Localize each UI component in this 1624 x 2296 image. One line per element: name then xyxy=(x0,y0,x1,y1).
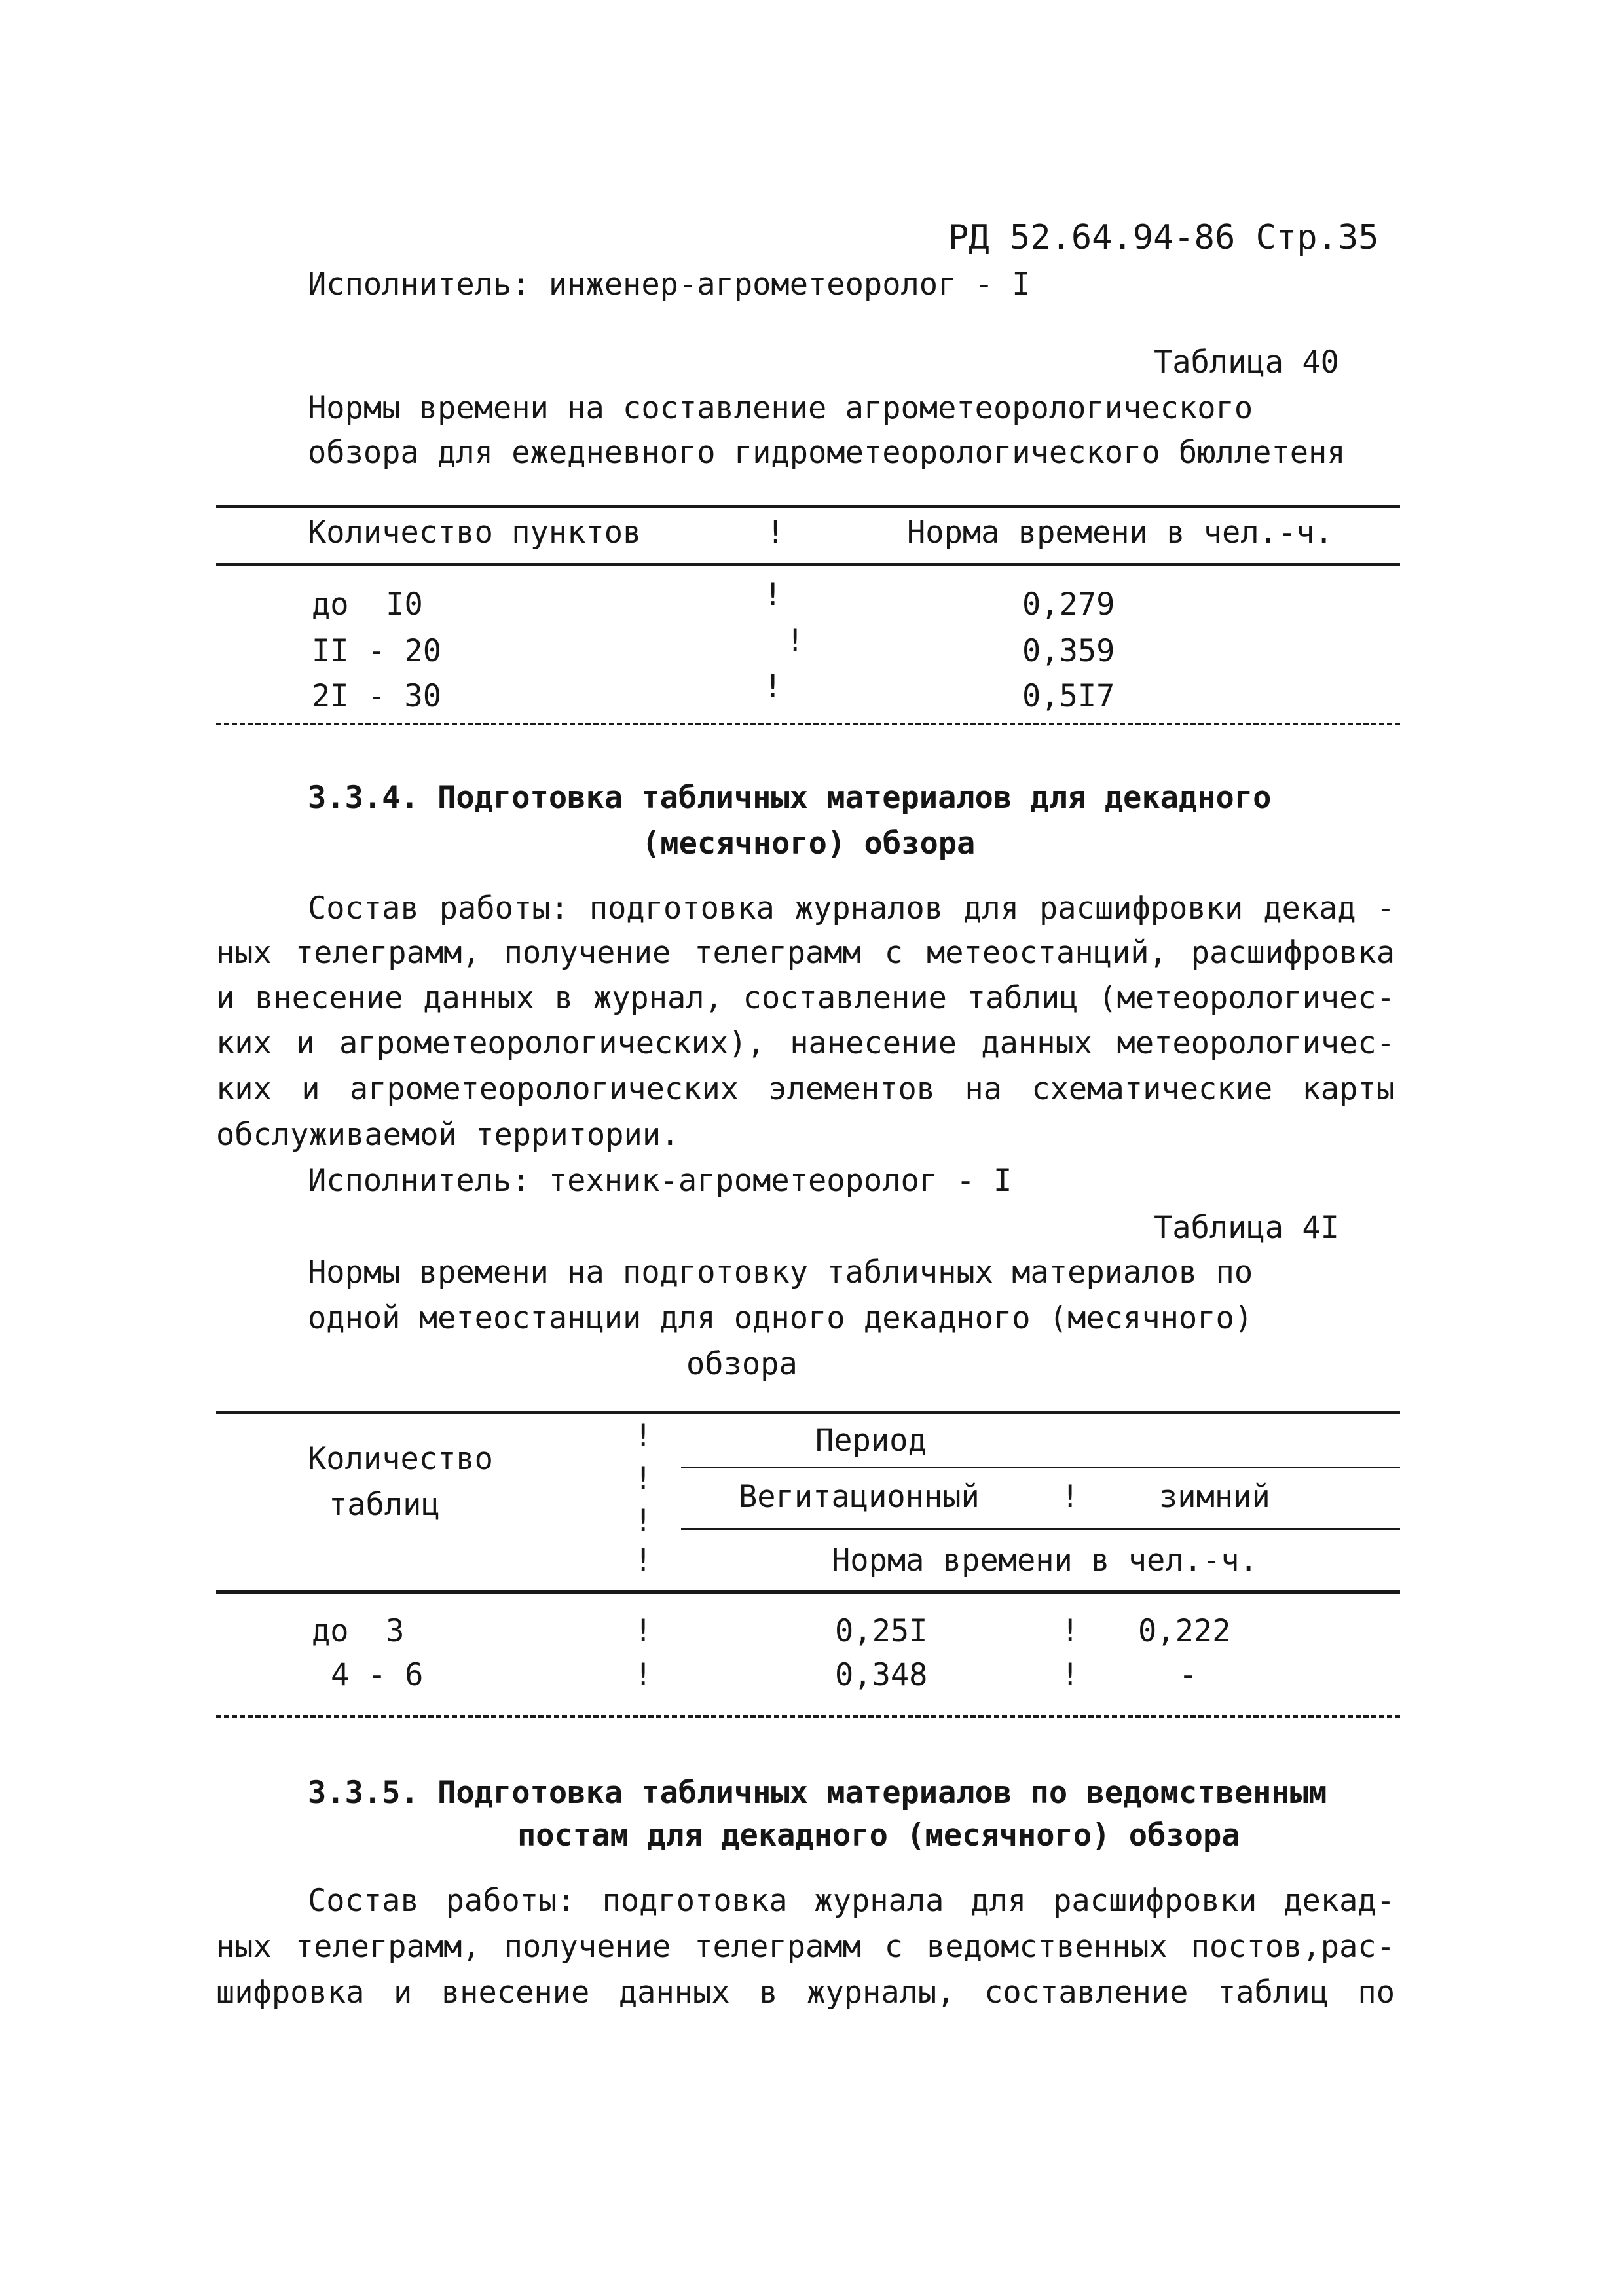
section-3-3-4-body-line-1: Состав работы: подготовка журналов для расшифровки декад - xyxy=(308,890,1395,926)
table-41-title-line-2: одной метеостанции для одного декадного (месячного) xyxy=(308,1300,1253,1336)
table-41-winter-value: 0,222 xyxy=(1138,1613,1231,1649)
executor-line-2: Исполнитель: техник-агрометеоролог - I xyxy=(308,1163,1012,1199)
table-41-title-line-1: Нормы времени на подготовку табличных материалов по xyxy=(308,1254,1253,1290)
table-41-header-norm: Норма времени в чел.-ч. xyxy=(832,1542,1258,1578)
table-40-header-separator: ! xyxy=(766,515,785,551)
table-41-vegetation-value: 0,25I xyxy=(835,1613,928,1649)
table-41-header-quantity-line-2: таблиц xyxy=(329,1487,440,1523)
table-40-bottom-rule xyxy=(216,723,1400,725)
executor-line: Исполнитель: инженер-агрометеоролог - I xyxy=(308,266,1031,302)
table-41-range: до 3 xyxy=(312,1613,405,1649)
table-41-winter-value: - xyxy=(1179,1657,1198,1693)
table-40-range: 2I - 30 xyxy=(312,678,442,714)
table-40-label: Таблица 40 xyxy=(1154,344,1339,380)
table-40-header-norm: Норма времени в чел.-ч. xyxy=(907,515,1333,551)
table-40-header-quantity: Количество пунктов xyxy=(308,515,642,551)
section-3-3-4-heading-line-2: (месячного) обзора xyxy=(642,826,976,862)
section-3-3-4-body-line-6: обслуживаемой территории. xyxy=(216,1117,680,1153)
table-41-row-separator: ! xyxy=(1061,1657,1080,1693)
table-41-header-separator: ! xyxy=(634,1503,653,1539)
table-40-range: II - 20 xyxy=(312,633,442,669)
table-41-label: Таблица 4I xyxy=(1154,1210,1339,1246)
table-40-title-line-2: обзора для ежедневного гидрометеорологического бюллетеня xyxy=(308,435,1346,471)
table-40-value: 0,5I7 xyxy=(1022,678,1115,714)
table-41-bottom-rule xyxy=(216,1715,1400,1718)
section-3-3-4-heading-line-1: 3.3.4. Подготовка табличных материалов для декадного xyxy=(308,780,1272,816)
table-40-top-rule xyxy=(216,505,1400,508)
table-40-value: 0,279 xyxy=(1022,587,1115,623)
table-41-header-quantity-line-1: Количество xyxy=(308,1441,493,1477)
section-3-3-5-body-line-2: ных телеграмм, получение телеграмм с ведомственных постов,рас- xyxy=(216,1929,1395,1965)
table-41-title-line-3: обзора xyxy=(686,1346,798,1382)
table-41-header-separator: ! xyxy=(634,1418,653,1454)
table-41-header-winter: зимний xyxy=(1159,1479,1270,1515)
section-3-3-5-body-line-3: шифровка и внесение данных в журналы, составление таблиц по xyxy=(216,1975,1395,2011)
section-3-3-5-body-line-1: Состав работы: подготовка журнала для расшифровки декад- xyxy=(308,1883,1395,1919)
table-40-value: 0,359 xyxy=(1022,633,1115,669)
section-3-3-4-body-line-4: ких и агрометеорологических), нанесение данных метеорологичес- xyxy=(216,1025,1395,1061)
table-41-sub-rule xyxy=(681,1528,1400,1530)
table-40-row-separator: ! xyxy=(764,577,783,613)
section-3-3-4-body-line-2: ных телеграмм, получение телеграмм с метеостанций, расшифровка xyxy=(216,935,1395,971)
table-41-row-separator: ! xyxy=(1061,1613,1080,1649)
table-41-header-separator: ! xyxy=(634,1542,653,1578)
table-40-range: до I0 xyxy=(312,587,423,623)
table-40-header-rule xyxy=(216,563,1400,566)
table-41-sub-separator: ! xyxy=(1061,1479,1080,1515)
section-3-3-5-heading-line-2: постам для декадного (месячного) обзора xyxy=(517,1817,1240,1853)
table-40-row-separator: ! xyxy=(764,668,783,704)
table-41-top-rule xyxy=(216,1411,1400,1414)
table-41-header-vegetation: Вегитационный xyxy=(739,1479,980,1515)
table-41-header-period: Период xyxy=(815,1423,927,1459)
document-code-page: РД 52.64.94-86 Стр.35 xyxy=(948,218,1379,257)
section-3-3-4-body-line-3: и внесение данных в журнал, составление таблиц (метеорологичес- xyxy=(216,980,1395,1016)
table-40-title-line-1: Нормы времени на составление агрометеорологического xyxy=(308,390,1253,426)
table-41-row-separator: ! xyxy=(634,1657,653,1693)
table-41-vegetation-value: 0,348 xyxy=(835,1657,928,1693)
table-41-header-separator: ! xyxy=(634,1461,653,1497)
section-3-3-4-body-line-5: ких и агрометеорологических элементов на схематические карты xyxy=(216,1071,1395,1107)
table-40-row-separator: ! xyxy=(786,623,805,659)
table-41-row-separator: ! xyxy=(634,1613,653,1649)
table-41-period-rule xyxy=(681,1467,1400,1468)
section-3-3-5-heading-line-1: 3.3.5. Подготовка табличных материалов по ведомственным xyxy=(308,1775,1327,1811)
table-41-header-rule xyxy=(216,1590,1400,1594)
table-41-range: 4 - 6 xyxy=(331,1657,424,1693)
